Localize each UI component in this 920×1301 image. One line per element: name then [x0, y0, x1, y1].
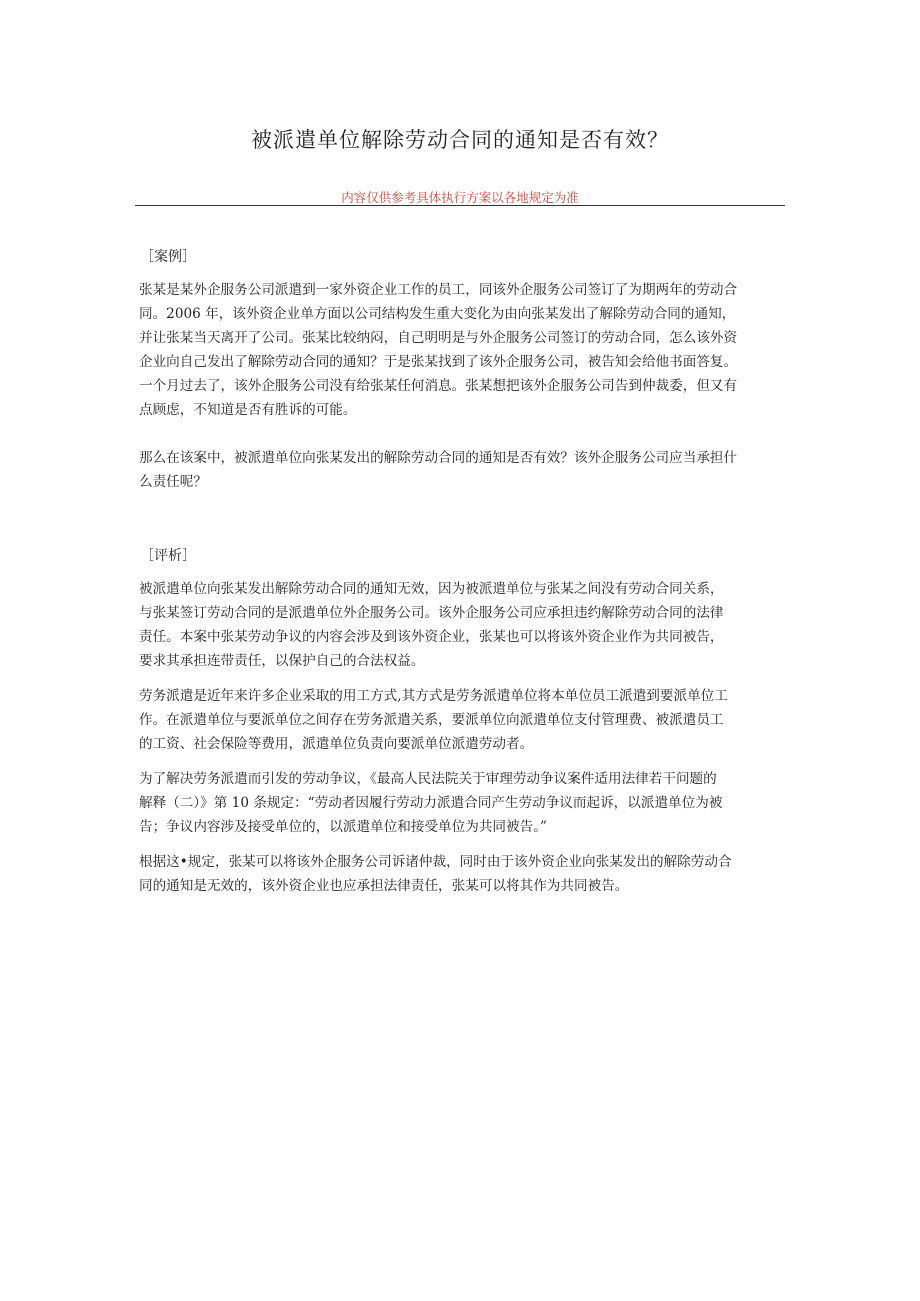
case-paragraph	[139, 278, 789, 422]
text-line: 要求其承担连带责任，以保护自己的合法权益。	[139, 653, 425, 669]
case-section-label: ［案例］	[140, 249, 196, 265]
disclaimer-text: 内容仅供参考具体执行方案以各地规定为准	[341, 190, 579, 205]
analysis-paragraph	[139, 850, 789, 898]
text-line: 张某是某外企服务公司派遣到一家外资企业工作的员工，同该外企服务公司签订了为期两年的劳动合	[139, 282, 738, 298]
text-line: 根据这•规定，张某可以将该外企服务公司诉诸仲裁，同时由于该外资企业向张某发出的解除劳动合	[139, 854, 732, 870]
text-line: 责任。本案中张某劳动争议的内容会涉及到该外资企业，张某也可以将该外资企业作为共同被告，	[139, 629, 724, 645]
text-line: 与张某签订劳动合同的是派遣单位外企服务公司。该外企服务公司应承担违约解除劳动合同的法律	[139, 605, 724, 621]
text-line: 作。在派遣单位与要派单位之间存在劳务派遣关系，要派单位向派遣单位支付管理费、被派遣员工	[139, 712, 724, 728]
text-line: 为了解决劳务派遣而引发的劳动争议，《最高人民法院关于审理劳动争议案件适用法律若干问题的	[139, 771, 717, 787]
text-line: 那么在该案中，被派遣单位向张某发出的解除劳动合同的通知是否有效？该外企服务公司应当承担什	[139, 450, 738, 466]
text-line: 同的通知是无效的，该外资企业也应承担法律责任，张某可以将其作为共同被告。	[139, 878, 629, 894]
analysis-paragraph	[139, 577, 789, 673]
text-line: 解释（二）》第 10 条规定：“劳动者因履行劳动力派遣合同产生劳动争议而起诉，以派遣单位为被	[139, 795, 723, 811]
analysis-section-label: ［评析］	[140, 548, 196, 564]
header-divider	[135, 205, 785, 206]
text-line: 的工资、社会保险等费用，派遣单位负责向要派单位派遣劳动者。	[139, 736, 534, 752]
text-line: 并让张某当天离开了公司。张某比较纳闷，自己明明是与外企服务公司签订的劳动合同，怎么该外资	[139, 330, 738, 346]
text-line: 劳务派遣是近年来许多企业采取的用工方式,其方式是劳务派遣单位将本单位员工派遣到要派单位工	[139, 688, 728, 704]
analysis-paragraph	[139, 684, 789, 756]
text-line: 一个月过去了，该外企服务公司没有给张某任何消息。张某想把该外企服务公司告到仲裁委，但又有	[139, 378, 738, 394]
document-title: 被派遣单位解除劳动合同的通知是否有效？	[251, 128, 669, 152]
text-line: 么责任呢？	[139, 474, 207, 490]
text-line: 告；争议内容涉及接受单位的，以派遣单位和接受单位为共同被告。”	[139, 819, 547, 835]
case-question-paragraph	[139, 446, 789, 494]
text-line: 同。2006 年，该外资企业单方面以公司结构发生重大变化为由向张某发出了解除劳动合同的通知，	[139, 306, 736, 322]
text-line: 企业向自己发出了解除劳动合同的通知？于是张某找到了该外企服务公司，被告知会给他书面答复。	[139, 354, 738, 370]
text-line: 被派遣单位向张某发出解除劳动合同的通知无效，因为被派遣单位与张某之间没有劳动合同关系，	[139, 581, 724, 597]
analysis-paragraph	[139, 767, 789, 839]
text-line: 点顾虑，不知道是否有胜诉的可能。	[139, 402, 357, 418]
